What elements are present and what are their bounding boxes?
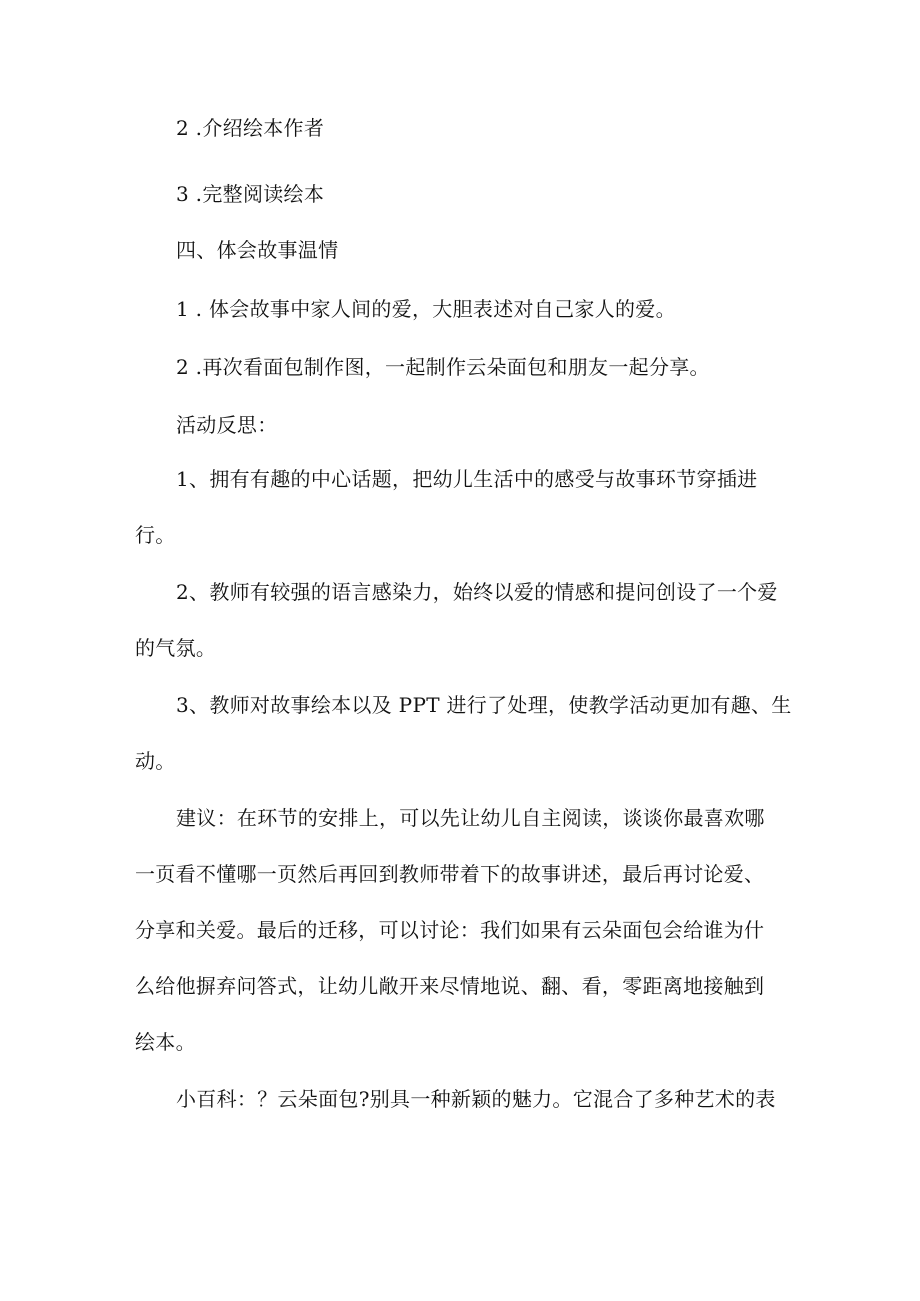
list-item-introduce-author: 2 .介绍绘本作者 <box>176 116 325 140</box>
paragraph-reflection-2-line-1: 2、教师有较强的语言感染力，始终以爱的情感和提问创设了一个爱 <box>176 580 778 604</box>
paragraph-reflection-3-line-2: 动。 <box>135 749 176 773</box>
paragraph-reflection-3-line-1: 3、教师对故事绘本以及 PPT 进行了处理，使教学活动更加有趣、生 <box>176 693 792 717</box>
paragraph-suggestion-line-4: 么给他摒弃问答式，让幼儿敞开来尽情地说、翻、看，零距离地接触到 <box>135 974 765 998</box>
section-heading-reflection: 活动反思： <box>176 413 278 437</box>
paragraph-suggestion-line-2: 一页看不懂哪一页然后再回到教师带着下的故事讲述，最后再讨论爱、 <box>135 862 765 886</box>
paragraph-suggestion-line-1: 建议：在环节的安排上，可以先让幼儿自主阅读，谈谈你最喜欢哪 <box>176 806 765 830</box>
paragraph-suggestion-line-5: 绘本。 <box>135 1030 196 1054</box>
paragraph-suggestion-line-3: 分享和关爱。最后的迁移，可以讨论：我们如果有云朵面包会给谁为什 <box>135 918 765 942</box>
section-heading-feel-story: 四、体会故事温情 <box>176 238 339 262</box>
list-item-read-book: 3 .完整阅读绘本 <box>176 182 325 206</box>
paragraph-encyclopedia-line-1: 小百科：？云朵面包?别具一种新颖的魅力。它混合了多种艺术的表 <box>176 1087 776 1111</box>
list-item-family-love: 1 . 体会故事中家人间的爱，大胆表述对自己家人的爱。 <box>176 297 676 321</box>
paragraph-reflection-2-line-2: 的气氛。 <box>135 636 217 660</box>
list-item-make-bread: 2 .再次看面包制作图，一起制作云朵面包和朋友一起分享。 <box>176 355 710 379</box>
paragraph-reflection-1-line-2: 行。 <box>135 523 176 547</box>
paragraph-reflection-1-line-1: 1、拥有有趣的中心话题，把幼儿生活中的感受与故事环节穿插进 <box>176 467 758 491</box>
